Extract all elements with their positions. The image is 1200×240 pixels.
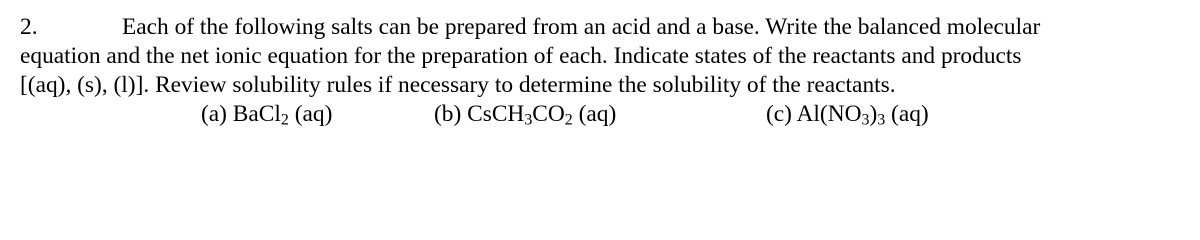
problem-line-2: equation and the net ionic equation for the preparation of each. Indicate states of the reactants and products [20, 43, 1022, 69]
salt-parts [20, 100, 1185, 129]
part-a-bacl2: (a) BaCl$_2$ (aq) [201, 101, 333, 129]
problem-line-3: [(aq), (s), (l)]. Review solubility rules if necessary to determine the solubility of the reactants. [20, 72, 896, 98]
problem-text-line-1: Each of the following salts can be prepared from an acid and a base. Write the balanced molecular [122, 14, 1041, 40]
part-b-csch3co2: (b) $CsCH_3CO_2$ (aq) [434, 101, 617, 129]
problem-2 [20, 13, 1185, 129]
problem-line-1 [20, 13, 1185, 42]
problem-number: 2. [20, 14, 38, 40]
part-c-alno33: (c) $Al(NO_3)_3$ (aq) [766, 101, 929, 129]
